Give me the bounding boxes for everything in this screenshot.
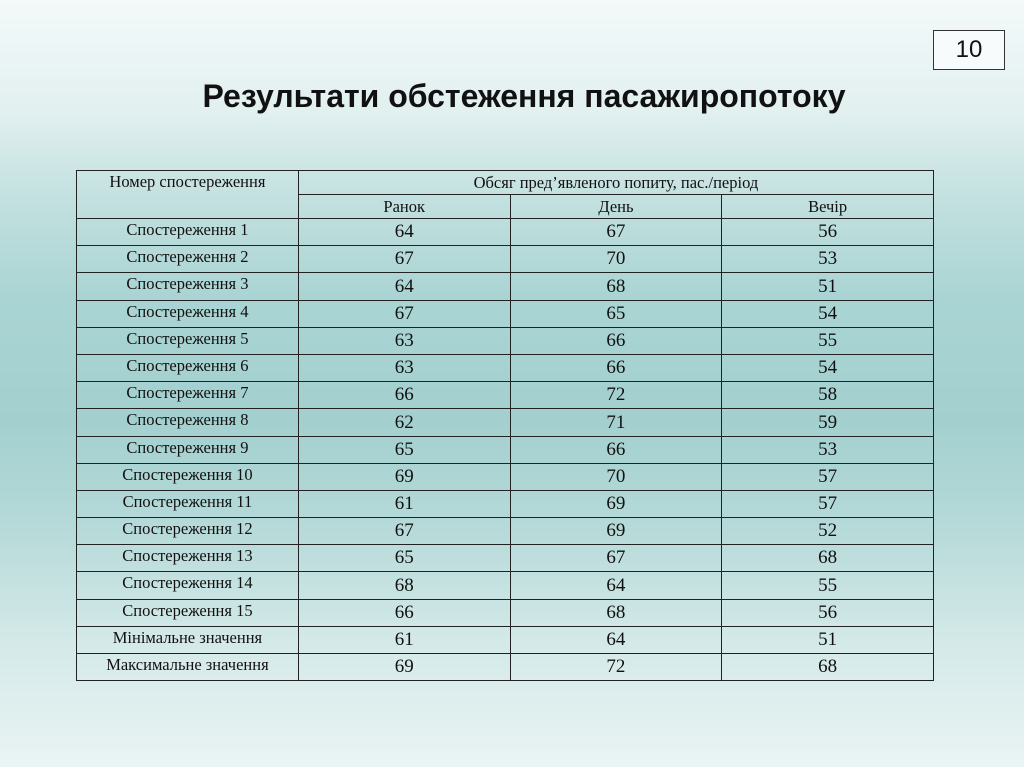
cell-morning: 67	[298, 246, 510, 273]
cell-evening: 56	[722, 219, 934, 246]
row-label: Спостереження 14	[77, 572, 299, 599]
row-label: Спостереження 13	[77, 545, 299, 572]
cell-day: 70	[510, 246, 722, 273]
cell-day: 69	[510, 490, 722, 517]
row-label: Спостереження 5	[77, 327, 299, 354]
cell-morning: 61	[298, 490, 510, 517]
row-label: Спостереження 9	[77, 436, 299, 463]
row-label: Спостереження 6	[77, 354, 299, 381]
cell-day: 67	[510, 545, 722, 572]
cell-day: 68	[510, 599, 722, 626]
cell-morning: 68	[298, 572, 510, 599]
table-row	[77, 518, 934, 545]
table-row	[77, 246, 934, 273]
row-label: Спостереження 12	[77, 518, 299, 545]
cell-evening: 53	[722, 436, 934, 463]
cell-evening: 56	[722, 599, 934, 626]
page-title: Результати обстеження пасажиропотоку	[202, 78, 846, 114]
cell-evening: 55	[722, 572, 934, 599]
cell-day: 66	[510, 436, 722, 463]
row-label: Спостереження 1	[77, 219, 299, 246]
table-row	[77, 545, 934, 572]
cell-morning: 65	[298, 545, 510, 572]
cell-morning: 63	[298, 327, 510, 354]
cell-morning: 62	[298, 409, 510, 436]
table-header	[77, 171, 934, 219]
table-row	[77, 436, 934, 463]
cell-morning: 64	[298, 219, 510, 246]
row-label: Спостереження 10	[77, 463, 299, 490]
cell-evening: 54	[722, 354, 934, 381]
cell-evening: 52	[722, 518, 934, 545]
row-label: Мінімальне значення	[77, 626, 299, 653]
cell-day: 72	[510, 654, 722, 681]
table-row	[77, 382, 934, 409]
table-row	[77, 409, 934, 436]
table-row	[77, 599, 934, 626]
table-body	[77, 219, 934, 681]
header-evening: Вечір	[722, 195, 934, 219]
header-day: День	[510, 195, 722, 219]
cell-day: 69	[510, 518, 722, 545]
cell-day: 67	[510, 219, 722, 246]
cell-evening: 59	[722, 409, 934, 436]
cell-evening: 57	[722, 463, 934, 490]
cell-morning: 69	[298, 654, 510, 681]
table-row	[77, 463, 934, 490]
cell-day: 64	[510, 626, 722, 653]
row-label: Спостереження 15	[77, 599, 299, 626]
table-row	[77, 219, 934, 246]
cell-morning: 67	[298, 518, 510, 545]
cell-morning: 63	[298, 354, 510, 381]
cell-evening: 68	[722, 545, 934, 572]
header-morning: Ранок	[298, 195, 510, 219]
table-row	[77, 327, 934, 354]
cell-evening: 54	[722, 300, 934, 327]
cell-evening: 55	[722, 327, 934, 354]
cell-morning: 69	[298, 463, 510, 490]
cell-evening: 58	[722, 382, 934, 409]
row-label: Спостереження 7	[77, 382, 299, 409]
header-demand-volume: Обсяг пред’явленого попиту, пас./період	[298, 171, 933, 195]
page-number-box	[933, 30, 1005, 70]
table-row	[77, 273, 934, 300]
table-row	[77, 654, 934, 681]
table-row	[77, 354, 934, 381]
row-label: Спостереження 3	[77, 273, 299, 300]
passenger-flow-table	[76, 170, 934, 681]
cell-day: 65	[510, 300, 722, 327]
row-label: Спостереження 8	[77, 409, 299, 436]
cell-morning: 66	[298, 382, 510, 409]
table-row	[77, 626, 934, 653]
cell-day: 72	[510, 382, 722, 409]
cell-day: 66	[510, 354, 722, 381]
row-label: Спостереження 4	[77, 300, 299, 327]
cell-morning: 61	[298, 626, 510, 653]
cell-day: 66	[510, 327, 722, 354]
cell-evening: 57	[722, 490, 934, 517]
cell-day: 64	[510, 572, 722, 599]
cell-evening: 53	[722, 246, 934, 273]
cell-morning: 65	[298, 436, 510, 463]
row-label: Спостереження 11	[77, 490, 299, 517]
row-label: Спостереження 2	[77, 246, 299, 273]
cell-morning: 64	[298, 273, 510, 300]
cell-day: 68	[510, 273, 722, 300]
header-observation-number: Номер спостереження	[77, 171, 299, 219]
cell-evening: 51	[722, 273, 934, 300]
cell-morning: 66	[298, 599, 510, 626]
cell-day: 71	[510, 409, 722, 436]
table-row	[77, 490, 934, 517]
page-number: 10	[955, 36, 983, 63]
cell-evening: 68	[722, 654, 934, 681]
cell-day: 70	[510, 463, 722, 490]
cell-evening: 51	[722, 626, 934, 653]
cell-morning: 67	[298, 300, 510, 327]
table-row	[77, 572, 934, 599]
row-label: Максимальне значення	[77, 654, 299, 681]
table-row	[77, 300, 934, 327]
